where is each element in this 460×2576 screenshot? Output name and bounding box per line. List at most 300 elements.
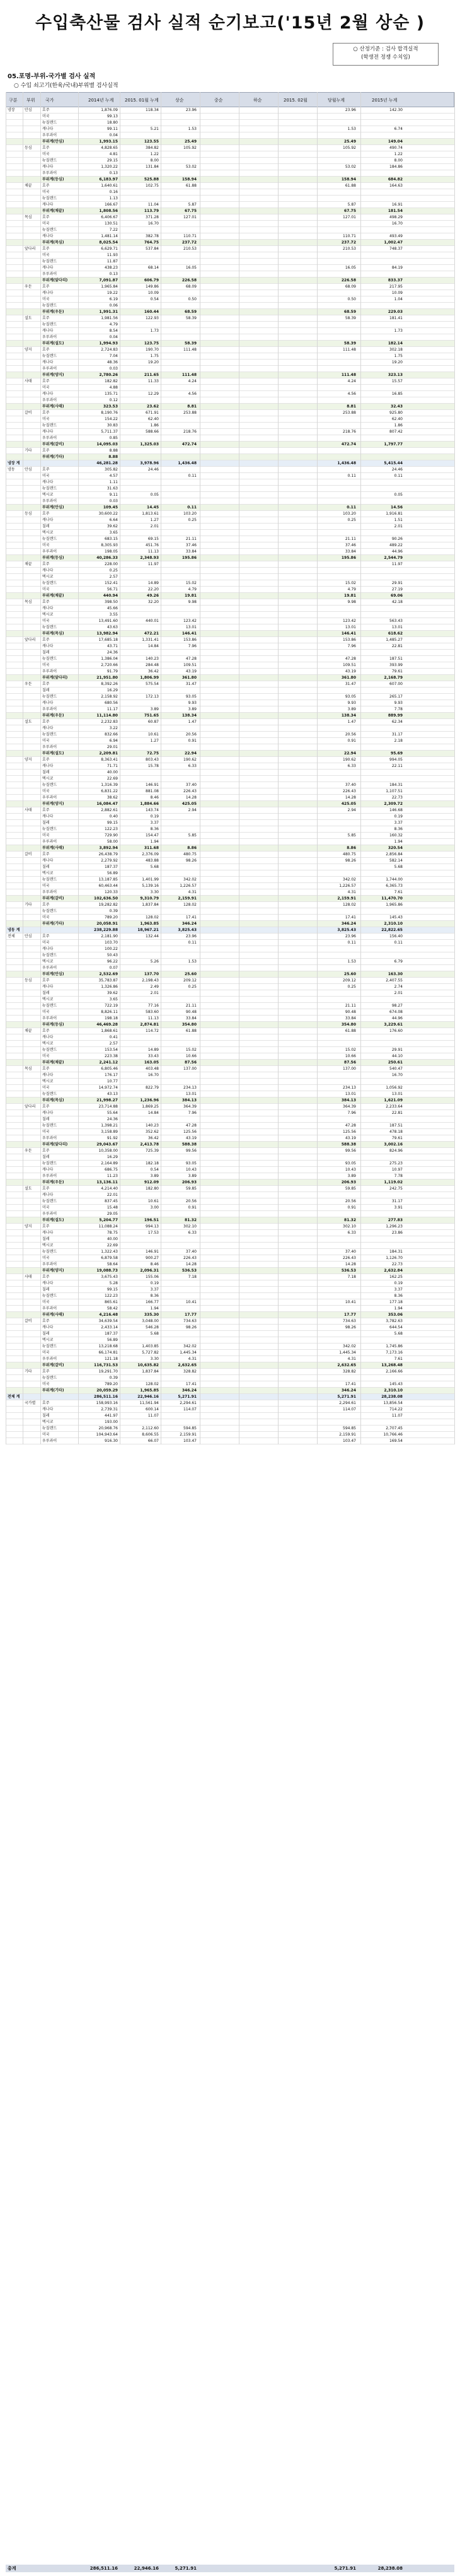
row-2015-jan-total: 0.05: [150, 493, 159, 497]
row-country: 미국: [42, 1382, 50, 1386]
row-early: 195.86: [181, 556, 197, 560]
table-row: [6, 1034, 454, 1041]
row-2015-total: 9.93: [394, 701, 403, 705]
row-category: 갈비: [25, 1319, 32, 1323]
row-month-total: 0.11: [347, 940, 356, 945]
row-2014-total: 2,232.83: [101, 720, 118, 724]
row-month-total: 4.31: [347, 1357, 356, 1361]
row-month-total: 98.26: [345, 858, 356, 863]
row-2015-jan-total: 5.21: [150, 127, 159, 131]
row-country: 칠레: [42, 821, 50, 825]
row-month-total: 17.41: [345, 1382, 356, 1386]
row-month-total: 61.88: [345, 1029, 356, 1033]
row-2014-total: 103.70: [105, 940, 118, 945]
table-row: [6, 322, 454, 328]
row-early: 1.53: [188, 127, 197, 131]
row-2015-jan-total: 66.07: [147, 1439, 159, 1443]
row-2014-total: 8,826.11: [101, 1010, 118, 1014]
row-2015-jan-total: 1.73: [150, 329, 159, 333]
row-category: 양지: [25, 758, 32, 762]
row-2015-total: 5.68: [394, 865, 403, 869]
row-2014-total: 14,095.03: [96, 442, 118, 447]
row-country: 우루과이: [42, 1439, 57, 1443]
row-2015-total: 2,233.64: [386, 1104, 403, 1109]
row-country: 우루과이: [42, 335, 57, 339]
row-2014-total: 11.17: [106, 707, 118, 711]
row-country: 미국: [42, 1300, 50, 1304]
row-2014-total: 6,805.46: [101, 1067, 118, 1071]
row-2014-total: 16.29: [106, 688, 118, 693]
table-row: [6, 265, 454, 271]
row-country: 호주: [42, 184, 50, 188]
row-country: 부위계(채끝): [42, 1060, 64, 1065]
row-2015-total: 181.41: [389, 316, 403, 320]
row-early: 90.48: [185, 1010, 197, 1014]
criteria-note-line2: (학생전 정쟁 수치임): [361, 54, 410, 61]
table-row: [6, 1224, 454, 1230]
row-category: 채끝: [25, 184, 32, 188]
row-2014-total: 680.56: [105, 701, 118, 705]
row-early: 15.02: [185, 1048, 197, 1052]
row-category: 우둔: [25, 1149, 32, 1153]
row-2015-total: 42.18: [391, 600, 403, 604]
row-country: 부위계(기타): [42, 455, 64, 459]
row-2015-jan-total: 2,348.93: [140, 556, 159, 560]
row-region: 냉장: [8, 108, 15, 112]
row-early: 67.75: [185, 209, 197, 213]
row-early: 68.59: [185, 310, 197, 314]
total-row: [6, 927, 454, 934]
row-2014-total: 18.80: [106, 120, 118, 125]
table-row: [6, 1230, 454, 1236]
row-country: 뉴질랜드: [42, 1004, 57, 1008]
row-month-total: 0.91: [347, 739, 356, 743]
row-country: 부위계(우둔): [42, 310, 64, 314]
table-row: [6, 807, 454, 814]
grand-total-2015: 28,238.08: [377, 2566, 403, 2571]
row-early: 302.10: [183, 1224, 197, 1229]
row-month-total: 20.56: [345, 1199, 356, 1203]
row-early: 146.41: [181, 631, 197, 636]
row-month-total: 6.33: [347, 1231, 356, 1235]
row-country: 호주: [42, 852, 50, 857]
row-early: 111.48: [183, 348, 197, 352]
row-2015-jan-total: 2,096.31: [140, 1268, 159, 1273]
row-country: 호주: [42, 978, 50, 983]
table-row: [6, 1331, 454, 1337]
row-category: 목심: [25, 215, 32, 220]
table-row: [6, 984, 454, 990]
table-row: [6, 284, 454, 290]
row-2015-jan-total: 8.46: [150, 795, 159, 800]
row-2015-jan-total: 14.89: [147, 1048, 159, 1052]
row-2015-jan-total: 68.14: [147, 266, 159, 270]
row-2015-total: 7,173.16: [386, 1350, 403, 1355]
row-country: 뉴질랜드: [42, 625, 57, 629]
row-2015-total: 2,310.10: [384, 922, 403, 926]
row-2014-total: 0.85: [109, 436, 118, 440]
table-row: [6, 656, 454, 662]
row-2014-total: 13,187.85: [98, 877, 118, 882]
table-row: [6, 1375, 454, 1381]
table-row: [6, 618, 454, 624]
header-region: 구분: [9, 98, 18, 103]
row-2015-total: 229.03: [388, 310, 403, 314]
row-2014-total: 13,218.68: [98, 1344, 118, 1349]
row-2015-total: 618.62: [388, 631, 403, 636]
row-country: 칠레: [42, 524, 50, 529]
row-2015-total: 22.11: [391, 764, 403, 768]
row-2014-total: 1,481.14: [101, 234, 118, 238]
row-2014-total: 1,316.39: [101, 783, 118, 787]
row-2014-total: 1,320.22: [101, 165, 118, 169]
row-country: 뉴질랜드: [42, 158, 57, 163]
table-row: [6, 997, 454, 1003]
row-2014-total: 0.06: [109, 303, 118, 308]
row-2015-jan-total: 2.49: [150, 985, 159, 989]
row-country: 미국: [42, 417, 50, 421]
row-country: 캐나다: [42, 1035, 54, 1039]
row-2015-jan-total: 12.29: [147, 392, 159, 396]
table-row: [6, 1255, 454, 1262]
subtotal-row: [6, 1312, 454, 1318]
row-early: 5.85: [188, 833, 197, 838]
row-month-total: 127.01: [343, 215, 356, 220]
row-early: 234.13: [183, 1086, 197, 1090]
row-2015-jan-total: 371.28: [146, 215, 159, 220]
subtotal-row: [6, 1217, 454, 1224]
row-category: 앞다리: [25, 638, 36, 642]
row-month-total: 93.05: [345, 1161, 356, 1166]
row-2015-total: 13,856.54: [383, 1401, 403, 1405]
row-2015-total: 31.17: [391, 1199, 403, 1203]
row-country: 호주: [42, 316, 50, 320]
row-country: 호주: [42, 146, 50, 150]
row-category: 갈비: [25, 852, 32, 857]
subtotal-row: [6, 1268, 454, 1274]
table-row: [6, 700, 454, 706]
row-2014-total: 2,720.66: [101, 663, 118, 667]
row-category: 우둔: [25, 284, 32, 289]
row-country: 부위계(안심): [42, 139, 64, 144]
row-2015-jan-total: 384.82: [146, 146, 159, 150]
row-country: 부위계(등심): [42, 177, 64, 182]
row-early: 9.98: [188, 600, 197, 604]
row-early: 17.41: [185, 1382, 197, 1386]
row-2015-total: 2,632.84: [384, 1268, 403, 1273]
row-2014-total: 55.64: [106, 1111, 118, 1115]
table-row: [6, 1400, 454, 1407]
row-month-total: 109.51: [343, 663, 356, 667]
row-2014-total: 187.37: [105, 1332, 118, 1336]
row-2015-total: 142.30: [389, 108, 403, 112]
row-2014-total: 228.00: [105, 562, 118, 566]
criteria-note-box: [333, 43, 439, 66]
row-country: 우루과이: [42, 1016, 57, 1021]
row-early: 93.05: [185, 1161, 197, 1166]
row-early: 1.53: [188, 959, 197, 964]
row-2014-total: 4,828.65: [101, 146, 118, 150]
row-2014-total: 1,322.43: [101, 1250, 118, 1254]
row-month-total: 302.10: [343, 1224, 356, 1229]
table-row: [6, 908, 454, 915]
row-2015-total: 145.43: [389, 915, 403, 920]
row-early: 10.66: [185, 1054, 197, 1058]
grand-total-row: [6, 2565, 454, 2572]
row-2014-total: 438.23: [105, 266, 118, 270]
table-row: [6, 328, 454, 334]
table-row: [6, 788, 454, 795]
subtotal-row: [6, 309, 454, 315]
table-header: [6, 92, 454, 107]
row-month-total: 4.56: [347, 392, 356, 396]
row-early: 37.46: [185, 543, 197, 547]
table-row: [6, 1344, 454, 1350]
table-row: [6, 883, 454, 889]
row-month-total: 195.86: [341, 556, 356, 560]
row-early: 384.13: [181, 1098, 197, 1103]
row-2014-total: 3.65: [109, 530, 118, 535]
row-2015-jan-total: 131.84: [146, 165, 159, 169]
row-2014-total: 832.66: [105, 732, 118, 737]
row-2014-total: 686.75: [105, 1168, 118, 1172]
subtotal-row: [6, 1060, 454, 1066]
row-2014-total: 121.18: [105, 1357, 118, 1361]
row-2015-jan-total: 22,946.16: [137, 1395, 159, 1399]
row-2015-jan-total: 352.62: [146, 1130, 159, 1134]
row-2015-jan-total: 23.62: [147, 404, 159, 409]
row-2014-total: 1,386.04: [101, 657, 118, 661]
row-2015-jan-total: 1.86: [150, 423, 159, 428]
row-2015-total: 489.22: [389, 543, 403, 547]
row-country: 뉴질랜드: [42, 1092, 57, 1096]
row-country: 캐나다: [42, 234, 54, 238]
row-country: 우루과이: [42, 795, 57, 800]
table-row: [6, 1116, 454, 1123]
row-2014-total: 0.41: [109, 1035, 118, 1039]
row-early: 111.48: [181, 373, 197, 377]
row-2015-jan-total: 49.26: [147, 594, 159, 598]
table-row: [6, 662, 454, 669]
row-early: 0.50: [188, 297, 197, 302]
row-2014-total: 6,629.71: [101, 247, 118, 251]
row-country: 뉴질랜드: [42, 953, 57, 957]
row-2015-jan-total: 440.01: [146, 619, 159, 623]
row-early: 361.80: [181, 676, 197, 680]
row-2015-total: 8.00: [394, 158, 403, 163]
row-month-total: 17.41: [345, 915, 356, 920]
row-early: 20.56: [185, 1199, 197, 1203]
row-2015-total: 24.46: [391, 467, 403, 472]
row-month-total: 31.47: [345, 682, 356, 686]
row-2015-jan-total: 284.48: [146, 663, 159, 667]
row-country: 미국: [42, 221, 50, 226]
row-2015-jan-total: 403.48: [146, 1067, 159, 1071]
row-2015-total: 10.09: [391, 291, 403, 295]
row-month-total: 2,632.65: [337, 1363, 356, 1367]
row-month-total: 58.39: [344, 341, 356, 346]
row-month-total: 33.84: [345, 1016, 356, 1021]
row-2014-total: 4.81: [109, 152, 118, 156]
row-2015-total: 6.74: [394, 127, 403, 131]
row-month-total: 68.09: [345, 284, 356, 289]
row-country: 호주: [42, 1104, 50, 1109]
row-country: 우루과이: [42, 966, 57, 970]
table-row: [6, 511, 454, 517]
row-country: 부위계(앞다리): [42, 1142, 68, 1147]
row-early: 0.11: [187, 505, 197, 510]
subtotal-row: [6, 454, 454, 460]
row-country: 호주: [42, 448, 50, 453]
table-row: [6, 1211, 454, 1217]
row-month-total: 47.28: [345, 657, 356, 661]
table-row: [6, 782, 454, 788]
row-2015-jan-total: 764.75: [144, 240, 159, 245]
row-2014-total: 0.03: [109, 499, 118, 503]
row-category: 사태: [25, 379, 32, 383]
row-category: 우둔: [25, 682, 32, 686]
subtotal-row: [6, 442, 454, 448]
row-country: 뉴질랜드: [42, 354, 57, 358]
row-early: 20.56: [185, 732, 197, 737]
row-category: 양지: [25, 1224, 32, 1229]
row-country: 호주: [42, 562, 50, 566]
row-early: 0.11: [188, 474, 197, 478]
row-2015-jan-total: 0.19: [150, 814, 159, 819]
row-2014-total: 6.94: [109, 739, 118, 743]
row-2015-jan-total: 128.02: [146, 915, 159, 920]
subtotal-row: [6, 404, 454, 410]
row-early: 6.33: [188, 1231, 197, 1235]
row-2015-total: 1.75: [394, 354, 403, 358]
row-2015-total: 156.40: [389, 934, 403, 939]
row-2015-total: 302.18: [389, 348, 403, 352]
row-2014-total: 440.94: [103, 594, 118, 598]
row-country: 부위계(갈비): [42, 442, 64, 447]
subtotal-row: [6, 593, 454, 599]
row-2015-jan-total: 123.75: [144, 341, 159, 346]
row-month-total: 33.84: [345, 549, 356, 554]
table-row: [6, 1072, 454, 1079]
total-row: [6, 460, 454, 467]
row-2014-total: 2,882.61: [101, 808, 118, 812]
row-2015-total: 13.01: [391, 625, 403, 629]
row-early: 190.62: [183, 758, 197, 762]
row-2015-jan-total: 14.89: [147, 581, 159, 585]
row-month-total: 37.40: [345, 783, 356, 787]
row-2014-total: 11.87: [106, 259, 118, 264]
row-country: 부위계(우둔): [42, 1180, 64, 1185]
row-2015-jan-total: 160.44: [144, 310, 159, 314]
row-2015-jan-total: 17.53: [147, 1231, 159, 1235]
row-2015-total: 16.85: [391, 392, 403, 396]
table-row: [6, 719, 454, 725]
row-2015-total: 490.74: [389, 146, 403, 150]
row-region: 냉동: [8, 467, 15, 472]
row-month-total: 588.38: [341, 1142, 356, 1147]
row-2014-total: 16.29: [106, 1155, 118, 1159]
row-2014-total: 0.03: [109, 366, 118, 371]
row-2015-total: 162.25: [389, 1275, 403, 1279]
row-early: 536.53: [181, 1268, 197, 1273]
row-2015-total: 3.37: [394, 821, 403, 825]
row-2014-total: 8,305.93: [101, 543, 118, 547]
row-2014-total: 104,943.64: [96, 1432, 118, 1437]
table-row: [6, 1381, 454, 1388]
table-row: [6, 1028, 454, 1034]
table-row: [6, 580, 454, 587]
row-month-total: 234.13: [343, 1086, 356, 1090]
row-month-total: 364.39: [343, 1104, 356, 1109]
row-2014-total: 20,968.76: [98, 1426, 118, 1431]
row-2015-total: 2,707.45: [386, 1426, 403, 1431]
row-2014-total: 56.89: [106, 871, 118, 875]
row-country: 호주: [42, 1319, 50, 1323]
row-month-total: 21.11: [345, 1004, 356, 1008]
row-country: 우루과이: [42, 133, 57, 138]
row-country: 칠레: [42, 1287, 50, 1292]
row-month-total: 7.18: [347, 1275, 356, 1279]
row-2015-jan-total: 62.40: [147, 417, 159, 421]
row-2015-jan-total: 0.54: [150, 1168, 159, 1172]
page-title: 수입축산물 검사 실적 순기보고('15년 2월 상순 ): [35, 13, 425, 33]
row-country: 미국: [42, 152, 50, 156]
row-month-total: 209.12: [343, 978, 356, 983]
table-row: [6, 952, 454, 959]
row-month-total: 594.85: [343, 1426, 356, 1431]
row-2015-jan-total: 10.61: [147, 1199, 159, 1203]
row-category: 안심: [25, 108, 32, 112]
table-row: [6, 688, 454, 694]
row-early: 137.00: [183, 1067, 197, 1071]
row-country: 호주: [42, 1275, 50, 1279]
row-country: 뉴질랜드: [42, 1294, 57, 1298]
row-2015-total: 2,168.79: [384, 676, 403, 680]
row-2015-jan-total: 118.34: [146, 108, 159, 112]
table-row: [6, 385, 454, 391]
row-country: 캐나다: [42, 985, 54, 989]
row-country: 미국: [42, 385, 50, 390]
row-month-total: 4.24: [347, 379, 356, 383]
row-early: 0.91: [188, 739, 197, 743]
row-2015-total: 644.54: [389, 1325, 403, 1330]
row-2014-total: 865.61: [105, 1300, 118, 1304]
row-2015-jan-total: 11.07: [147, 1414, 159, 1418]
row-2015-jan-total: 146.91: [146, 783, 159, 787]
table-row: [6, 1186, 454, 1192]
row-2014-total: 0.39: [109, 1376, 118, 1380]
row-country: 미국: [42, 587, 50, 592]
table-row: [6, 757, 454, 763]
row-2015-total: 22.73: [391, 1262, 403, 1267]
row-2015-jan-total: 14.84: [147, 644, 159, 648]
table-row: [6, 1293, 454, 1299]
header-2015-jan-total: 2015. 01월 누계: [125, 98, 159, 103]
table-row: [6, 423, 454, 429]
row-country: 우루과이: [42, 1262, 57, 1267]
row-country: 뉴질랜드: [42, 657, 57, 661]
row-2015-jan-total: 583.60: [146, 1010, 159, 1014]
row-2014-total: 40.00: [106, 1237, 118, 1241]
row-2015-jan-total: 11.13: [147, 1016, 159, 1021]
row-category: 설도: [25, 1186, 32, 1191]
row-2015-total: 0.05: [394, 493, 403, 497]
row-category: 사태: [25, 808, 32, 812]
row-2015-total: 1,119.02: [384, 1180, 403, 1185]
row-early: 31.47: [185, 682, 197, 686]
table-row: [6, 1110, 454, 1116]
row-2015-total: 994.05: [389, 758, 403, 762]
